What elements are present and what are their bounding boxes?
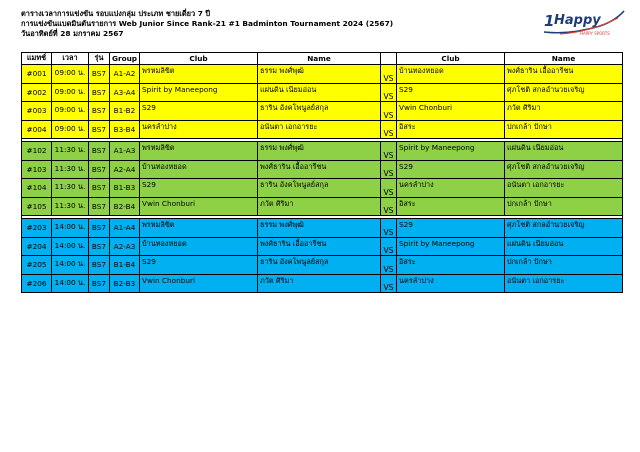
name-2-cell: อนันตา เอกอารยะ	[505, 274, 623, 293]
club-2-cell: อิสระ	[397, 256, 505, 275]
club-1-cell: Vwin Chonburi	[140, 197, 258, 216]
name-2-cell: อนันตา เอกอารยะ	[505, 179, 623, 198]
name-2-cell: ปกเกล้า ปักษา	[505, 197, 623, 216]
group-cell: B2-B4	[110, 197, 140, 216]
name-1-cell: ธรรม พงศ์พุฒิ	[258, 65, 381, 84]
happy-sports-logo	[540, 8, 626, 38]
match-cell: #002	[22, 83, 52, 102]
time-cell: 14:00 น.	[52, 274, 89, 293]
vs-cell: VS	[381, 237, 397, 256]
class-cell: BS7	[89, 274, 110, 293]
table-row	[22, 83, 623, 102]
club-1-cell: พรหมลิขิต	[140, 142, 258, 161]
table-row	[22, 120, 623, 139]
header-time: เวลา	[52, 53, 89, 65]
class-cell: BS7	[89, 120, 110, 139]
name-2-cell: ศุภโชติ สกลอำนวยเจริญ	[505, 219, 623, 238]
time-cell: 11:30 น.	[52, 160, 89, 179]
class-cell: BS7	[89, 179, 110, 198]
name-1-cell: ภวัต ศิริมา	[258, 274, 381, 293]
name-2-cell: ศุภโชติ สกลอำนวยเจริญ	[505, 83, 623, 102]
vs-cell: VS	[381, 65, 397, 84]
table-row	[22, 256, 623, 275]
table-body	[22, 65, 623, 293]
group-cell: A1-A3	[110, 142, 140, 161]
name-2-cell: ศุภโชติ สกลอำนวยเจริญ	[505, 160, 623, 179]
group-cell: B2-B3	[110, 274, 140, 293]
group-cell: A2-A4	[110, 160, 140, 179]
table-row	[22, 160, 623, 179]
name-2-cell: แผ่นดิน เนียมอ่อน	[505, 237, 623, 256]
time-cell: 14:00 น.	[52, 219, 89, 238]
tournament-title: การแข่งขันแบดมินตันรายการ Web Junior Since Rank-21 #1 Badminton Tournament 2024 (2567)	[21, 19, 394, 28]
time-cell: 09:00 น.	[52, 102, 89, 121]
table-row	[22, 65, 623, 84]
vs-cell: VS	[381, 120, 397, 139]
time-cell: 09:00 น.	[52, 83, 89, 102]
time-cell: 14:00 น.	[52, 256, 89, 275]
match-cell: #205	[22, 256, 52, 275]
match-cell: #204	[22, 237, 52, 256]
name-2-cell: ปกเกล้า ปักษา	[505, 256, 623, 275]
group-cell: A1-A2	[110, 65, 140, 84]
name-1-cell: ธรรม พงศ์พุฒิ	[258, 142, 381, 161]
group-cell: A1-A4	[110, 219, 140, 238]
club-1-cell: S29	[140, 102, 258, 121]
document-header	[21, 9, 393, 39]
table-row	[22, 102, 623, 121]
name-1-cell: ธรรม พงศ์พุฒิ	[258, 219, 381, 238]
club-1-cell: S29	[140, 256, 258, 275]
match-cell: #102	[22, 142, 52, 161]
club-1-cell: พรหมลิขิต	[140, 219, 258, 238]
club-2-cell: อิสระ	[397, 120, 505, 139]
vs-cell: VS	[381, 102, 397, 121]
class-cell: BS7	[89, 219, 110, 238]
schedule-table	[21, 52, 623, 293]
name-1-cell: ธาริน อังคโพนูลย์สกุล	[258, 256, 381, 275]
club-1-cell: บ้านทองหยอด	[140, 160, 258, 179]
group-cell: B1-B2	[110, 102, 140, 121]
time-cell: 11:30 น.	[52, 179, 89, 198]
header-club-1: Club	[140, 53, 258, 65]
name-1-cell: พงศ์ธาริน เอื้ออารีชน	[258, 237, 381, 256]
club-1-cell: นครลำปาง	[140, 120, 258, 139]
club-1-cell: Spirit by Maneepong	[140, 83, 258, 102]
club-2-cell: บ้านทองหยอด	[397, 65, 505, 84]
club-1-cell: พรหมลิขิต	[140, 65, 258, 84]
time-cell: 11:30 น.	[52, 197, 89, 216]
table-row	[22, 237, 623, 256]
header-club-2: Club	[397, 53, 505, 65]
vs-cell: VS	[381, 179, 397, 198]
name-1-cell: ภวัต ศิริมา	[258, 197, 381, 216]
class-cell: BS7	[89, 197, 110, 216]
vs-cell: VS	[381, 160, 397, 179]
table-row	[22, 219, 623, 238]
vs-cell: VS	[381, 219, 397, 238]
name-2-cell: ปกเกล้า ปักษา	[505, 120, 623, 139]
class-cell: BS7	[89, 160, 110, 179]
match-cell: #004	[22, 120, 52, 139]
class-cell: BS7	[89, 102, 110, 121]
club-2-cell: Spirit by Maneepong	[397, 142, 505, 161]
group-cell: B1-B3	[110, 179, 140, 198]
club-2-cell: Vwin Chonburi	[397, 102, 505, 121]
vs-cell: VS	[381, 83, 397, 102]
match-cell: #203	[22, 219, 52, 238]
table-row	[22, 142, 623, 161]
club-2-cell: S29	[397, 219, 505, 238]
club-2-cell: Spirit by Maneepong	[397, 237, 505, 256]
group-cell: B3-B4	[110, 120, 140, 139]
name-1-cell: ธาริน อังคโพนูลย์สกุล	[258, 179, 381, 198]
vs-cell: VS	[381, 197, 397, 216]
table-row	[22, 179, 623, 198]
match-cell: #105	[22, 197, 52, 216]
club-1-cell: Vwin Chonburi	[140, 274, 258, 293]
event-date: วันอาทิตย์ที่ 28 มกราคม 2567	[21, 29, 124, 38]
name-1-cell: พงศ์ธาริน เอื้ออารีชน	[258, 160, 381, 179]
club-2-cell: นครลำปาง	[397, 274, 505, 293]
name-1-cell: ธาริน อังคโพนูลย์สกุล	[258, 102, 381, 121]
name-2-cell: ภวัต ศิริมา	[505, 102, 623, 121]
logo-subtext: HAPPY SPORTS	[580, 31, 610, 36]
header-match: แมทช์	[22, 53, 52, 65]
header-vs	[381, 53, 397, 65]
match-cell: #206	[22, 274, 52, 293]
match-cell: #001	[22, 65, 52, 84]
table-row	[22, 197, 623, 216]
class-cell: BS7	[89, 256, 110, 275]
club-2-cell: S29	[397, 83, 505, 102]
class-cell: BS7	[89, 65, 110, 84]
time-cell: 09:00 น.	[52, 65, 89, 84]
name-2-cell: แผ่นดิน เนียมอ่อน	[505, 142, 623, 161]
club-2-cell: อิสระ	[397, 197, 505, 216]
header-class: รุ่น	[89, 53, 110, 65]
logo-prefix: 1	[544, 12, 555, 30]
group-cell: A3-A4	[110, 83, 140, 102]
match-cell: #103	[22, 160, 52, 179]
club-2-cell: S29	[397, 160, 505, 179]
vs-cell: VS	[381, 142, 397, 161]
group-cell: B1-B4	[110, 256, 140, 275]
header-group: Group	[110, 53, 140, 65]
group-cell: A2-A3	[110, 237, 140, 256]
time-cell: 14:00 น.	[52, 237, 89, 256]
class-cell: BS7	[89, 142, 110, 161]
club-2-cell: นครลำปาง	[397, 179, 505, 198]
club-1-cell: บ้านทองหยอด	[140, 237, 258, 256]
club-1-cell: S29	[140, 179, 258, 198]
name-2-cell: พงศ์ธาริน เอื้ออารีชน	[505, 65, 623, 84]
schedule-title: ตารางเวลาการแข่งขัน รอบแบ่งกลุ่ม ประเภท ชายเดี่ยว 7 ปี	[21, 9, 211, 18]
table-header-row	[22, 53, 623, 65]
table-row	[22, 274, 623, 293]
header-name-1: Name	[258, 53, 381, 65]
logo-graphic	[540, 8, 626, 38]
class-cell: BS7	[89, 237, 110, 256]
vs-cell: VS	[381, 274, 397, 293]
header-name-2: Name	[505, 53, 623, 65]
vs-cell: VS	[381, 256, 397, 275]
logo-wordmark: Happy	[554, 13, 601, 28]
name-1-cell: แผ่นดิน เนียมอ่อน	[258, 83, 381, 102]
class-cell: BS7	[89, 83, 110, 102]
time-cell: 11:30 น.	[52, 142, 89, 161]
name-1-cell: อนันตา เอกอารยะ	[258, 120, 381, 139]
match-cell: #003	[22, 102, 52, 121]
time-cell: 09:00 น.	[52, 120, 89, 139]
match-cell: #104	[22, 179, 52, 198]
